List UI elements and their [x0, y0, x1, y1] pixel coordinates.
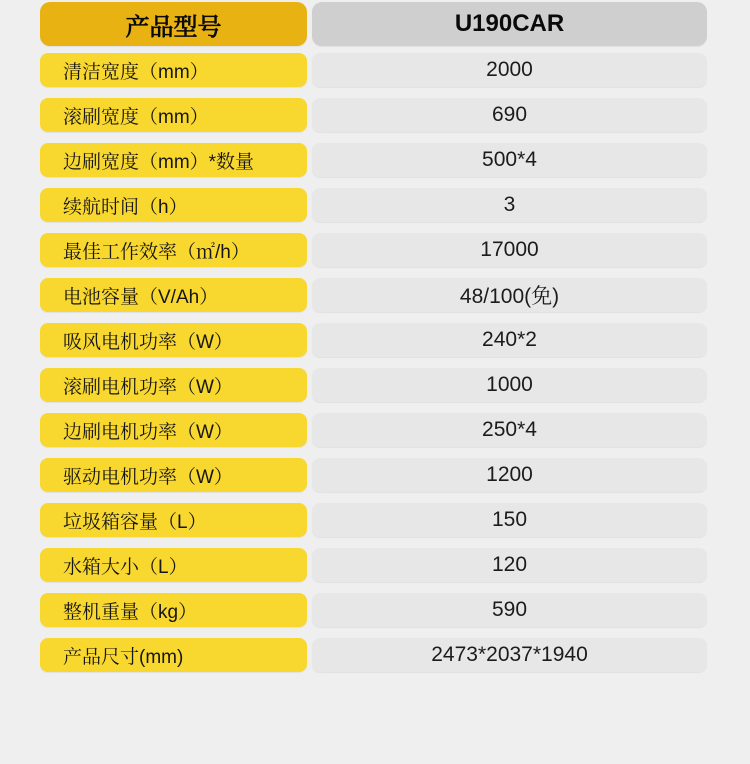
table-row	[40, 98, 707, 132]
spec-value-cell: 500*4	[312, 143, 707, 177]
spec-label-cell: 边刷宽度（mm）*数量	[40, 143, 307, 177]
table-row	[40, 458, 707, 492]
spec-label-cell: 清洁宽度（mm）	[40, 53, 307, 87]
table-row	[40, 188, 707, 222]
spec-value-cell: 1200	[312, 458, 707, 492]
spec-value-cell: 240*2	[312, 323, 707, 357]
spec-label-cell: 边刷电机功率（W）	[40, 413, 307, 447]
spec-value-cell: 150	[312, 503, 707, 537]
spec-label-cell: 水箱大小（L）	[40, 548, 307, 582]
table-row	[40, 278, 707, 312]
spec-value-cell: 250*4	[312, 413, 707, 447]
spec-label-cell: 滚刷宽度（mm）	[40, 98, 307, 132]
table-row	[40, 503, 707, 537]
spec-label-cell: 驱动电机功率（W）	[40, 458, 307, 492]
table-row	[40, 53, 707, 87]
header-label-cell: 产品型号	[40, 2, 307, 46]
header-value-cell: U190CAR	[312, 2, 707, 46]
table-body	[40, 53, 707, 672]
spec-value-cell: 1000	[312, 368, 707, 402]
spec-label-cell: 续航时间（h）	[40, 188, 307, 222]
spec-label-cell: 电池容量（V/Ah）	[40, 278, 307, 312]
spec-table	[40, 2, 707, 683]
table-row	[40, 143, 707, 177]
table-row	[40, 233, 707, 267]
spec-label-cell: 吸风电机功率（W）	[40, 323, 307, 357]
spec-value-cell: 590	[312, 593, 707, 627]
spec-value-cell: 2000	[312, 53, 707, 87]
table-row	[40, 593, 707, 627]
spec-label-cell: 产品尺寸(mm)	[40, 638, 307, 672]
spec-value-cell: 2473*2037*1940	[312, 638, 707, 672]
spec-label-cell: 最佳工作效率（㎡/h）	[40, 233, 307, 267]
spec-label-cell: 滚刷电机功率（W）	[40, 368, 307, 402]
spec-value-cell: 48/100(免)	[312, 278, 707, 312]
spec-value-cell: 17000	[312, 233, 707, 267]
table-row	[40, 548, 707, 582]
spec-value-cell: 3	[312, 188, 707, 222]
spec-value-cell: 120	[312, 548, 707, 582]
table-row	[40, 413, 707, 447]
spec-label-cell: 垃圾箱容量（L）	[40, 503, 307, 537]
spec-value-cell: 690	[312, 98, 707, 132]
table-row	[40, 638, 707, 672]
table-row	[40, 323, 707, 357]
table-row	[40, 368, 707, 402]
spec-label-cell: 整机重量（kg）	[40, 593, 307, 627]
table-header-row	[40, 2, 707, 46]
